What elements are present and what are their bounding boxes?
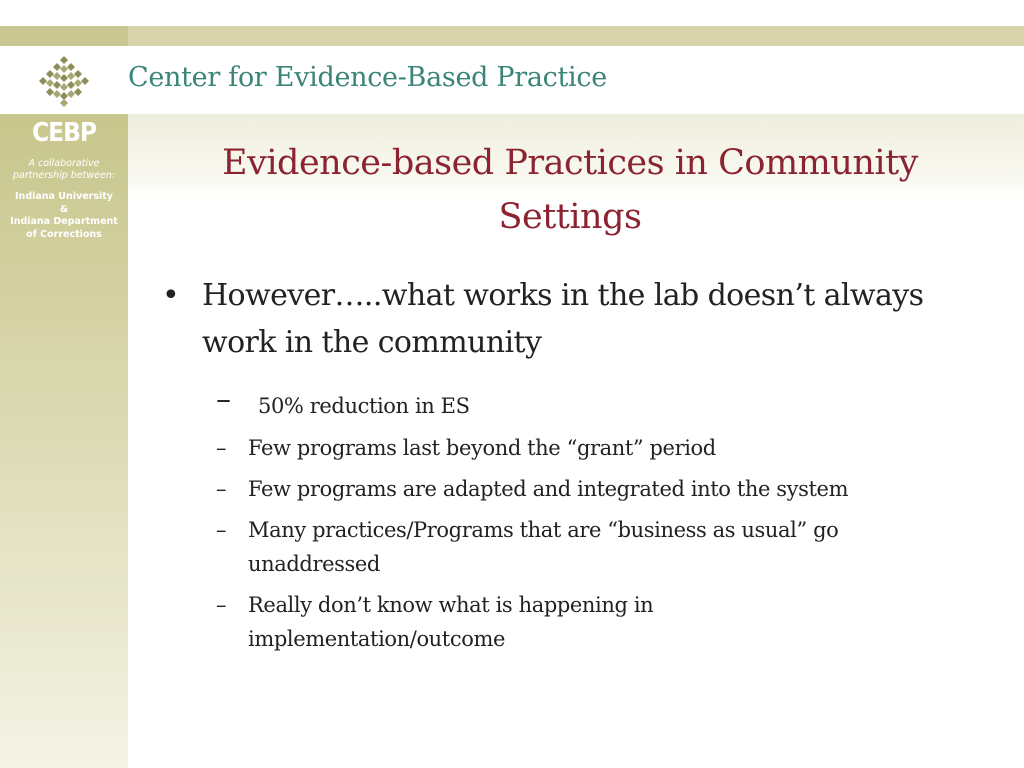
top-band-corner — [0, 26, 128, 46]
main-bullet-line: However…..what works in the lab doesn’t always — [202, 278, 924, 313]
sub-bullet-text — [248, 588, 1008, 656]
main-bullet-text — [202, 272, 1002, 366]
header-title: Center for Evidence-Based Practice — [128, 62, 607, 93]
sub-bullet-dash: – — [216, 382, 231, 417]
sub-bullet-line: implementation/outcome — [248, 627, 505, 651]
diamond-logo-icon — [33, 55, 95, 107]
sub-bullet-line: 50% reduction in ES — [258, 394, 470, 418]
partner-line: Indiana Department — [10, 216, 118, 227]
sub-bullet-line: Few programs are adapted and integrated into the system — [248, 477, 849, 501]
sub-bullet-line: Really don’t know what is happening in — [248, 593, 654, 617]
sub-bullet-line: Few programs last beyond the “grant” period — [248, 436, 716, 460]
sub-bullet-dash: – — [216, 593, 227, 617]
bullet-marker: • — [162, 278, 180, 313]
sidebar-partners — [0, 191, 128, 241]
main-bullet-line: work in the community — [202, 325, 542, 360]
slide-title — [140, 136, 1000, 244]
top-strip — [0, 0, 1024, 26]
sub-bullet-text — [258, 389, 1018, 423]
sub-bullet-text — [248, 472, 1008, 506]
sub-bullet-line: unaddressed — [248, 552, 380, 576]
top-band — [0, 26, 1024, 46]
partner-line: Indiana University — [15, 191, 113, 202]
sidebar-collab-text — [0, 158, 128, 182]
partner-line: of Corrections — [26, 228, 102, 240]
sub-bullet-dash: – — [216, 477, 227, 501]
sub-bullet-dash: – — [216, 518, 227, 542]
collab-line: A collaborative — [28, 158, 100, 169]
slide-title-line: Settings — [498, 197, 642, 237]
sub-bullet-text — [248, 431, 1008, 465]
sub-bullet-line: Many practices/Programs that are “business as usual” go — [248, 518, 839, 542]
sub-bullet-text — [248, 513, 1008, 581]
slide-title-line: Evidence-based Practices in Community — [222, 143, 918, 183]
partner-line: & — [59, 203, 69, 215]
sub-bullet-dash: – — [216, 436, 227, 460]
collab-line: partnership between: — [12, 170, 116, 181]
sidebar-logo-text: CEBP — [31, 118, 97, 148]
